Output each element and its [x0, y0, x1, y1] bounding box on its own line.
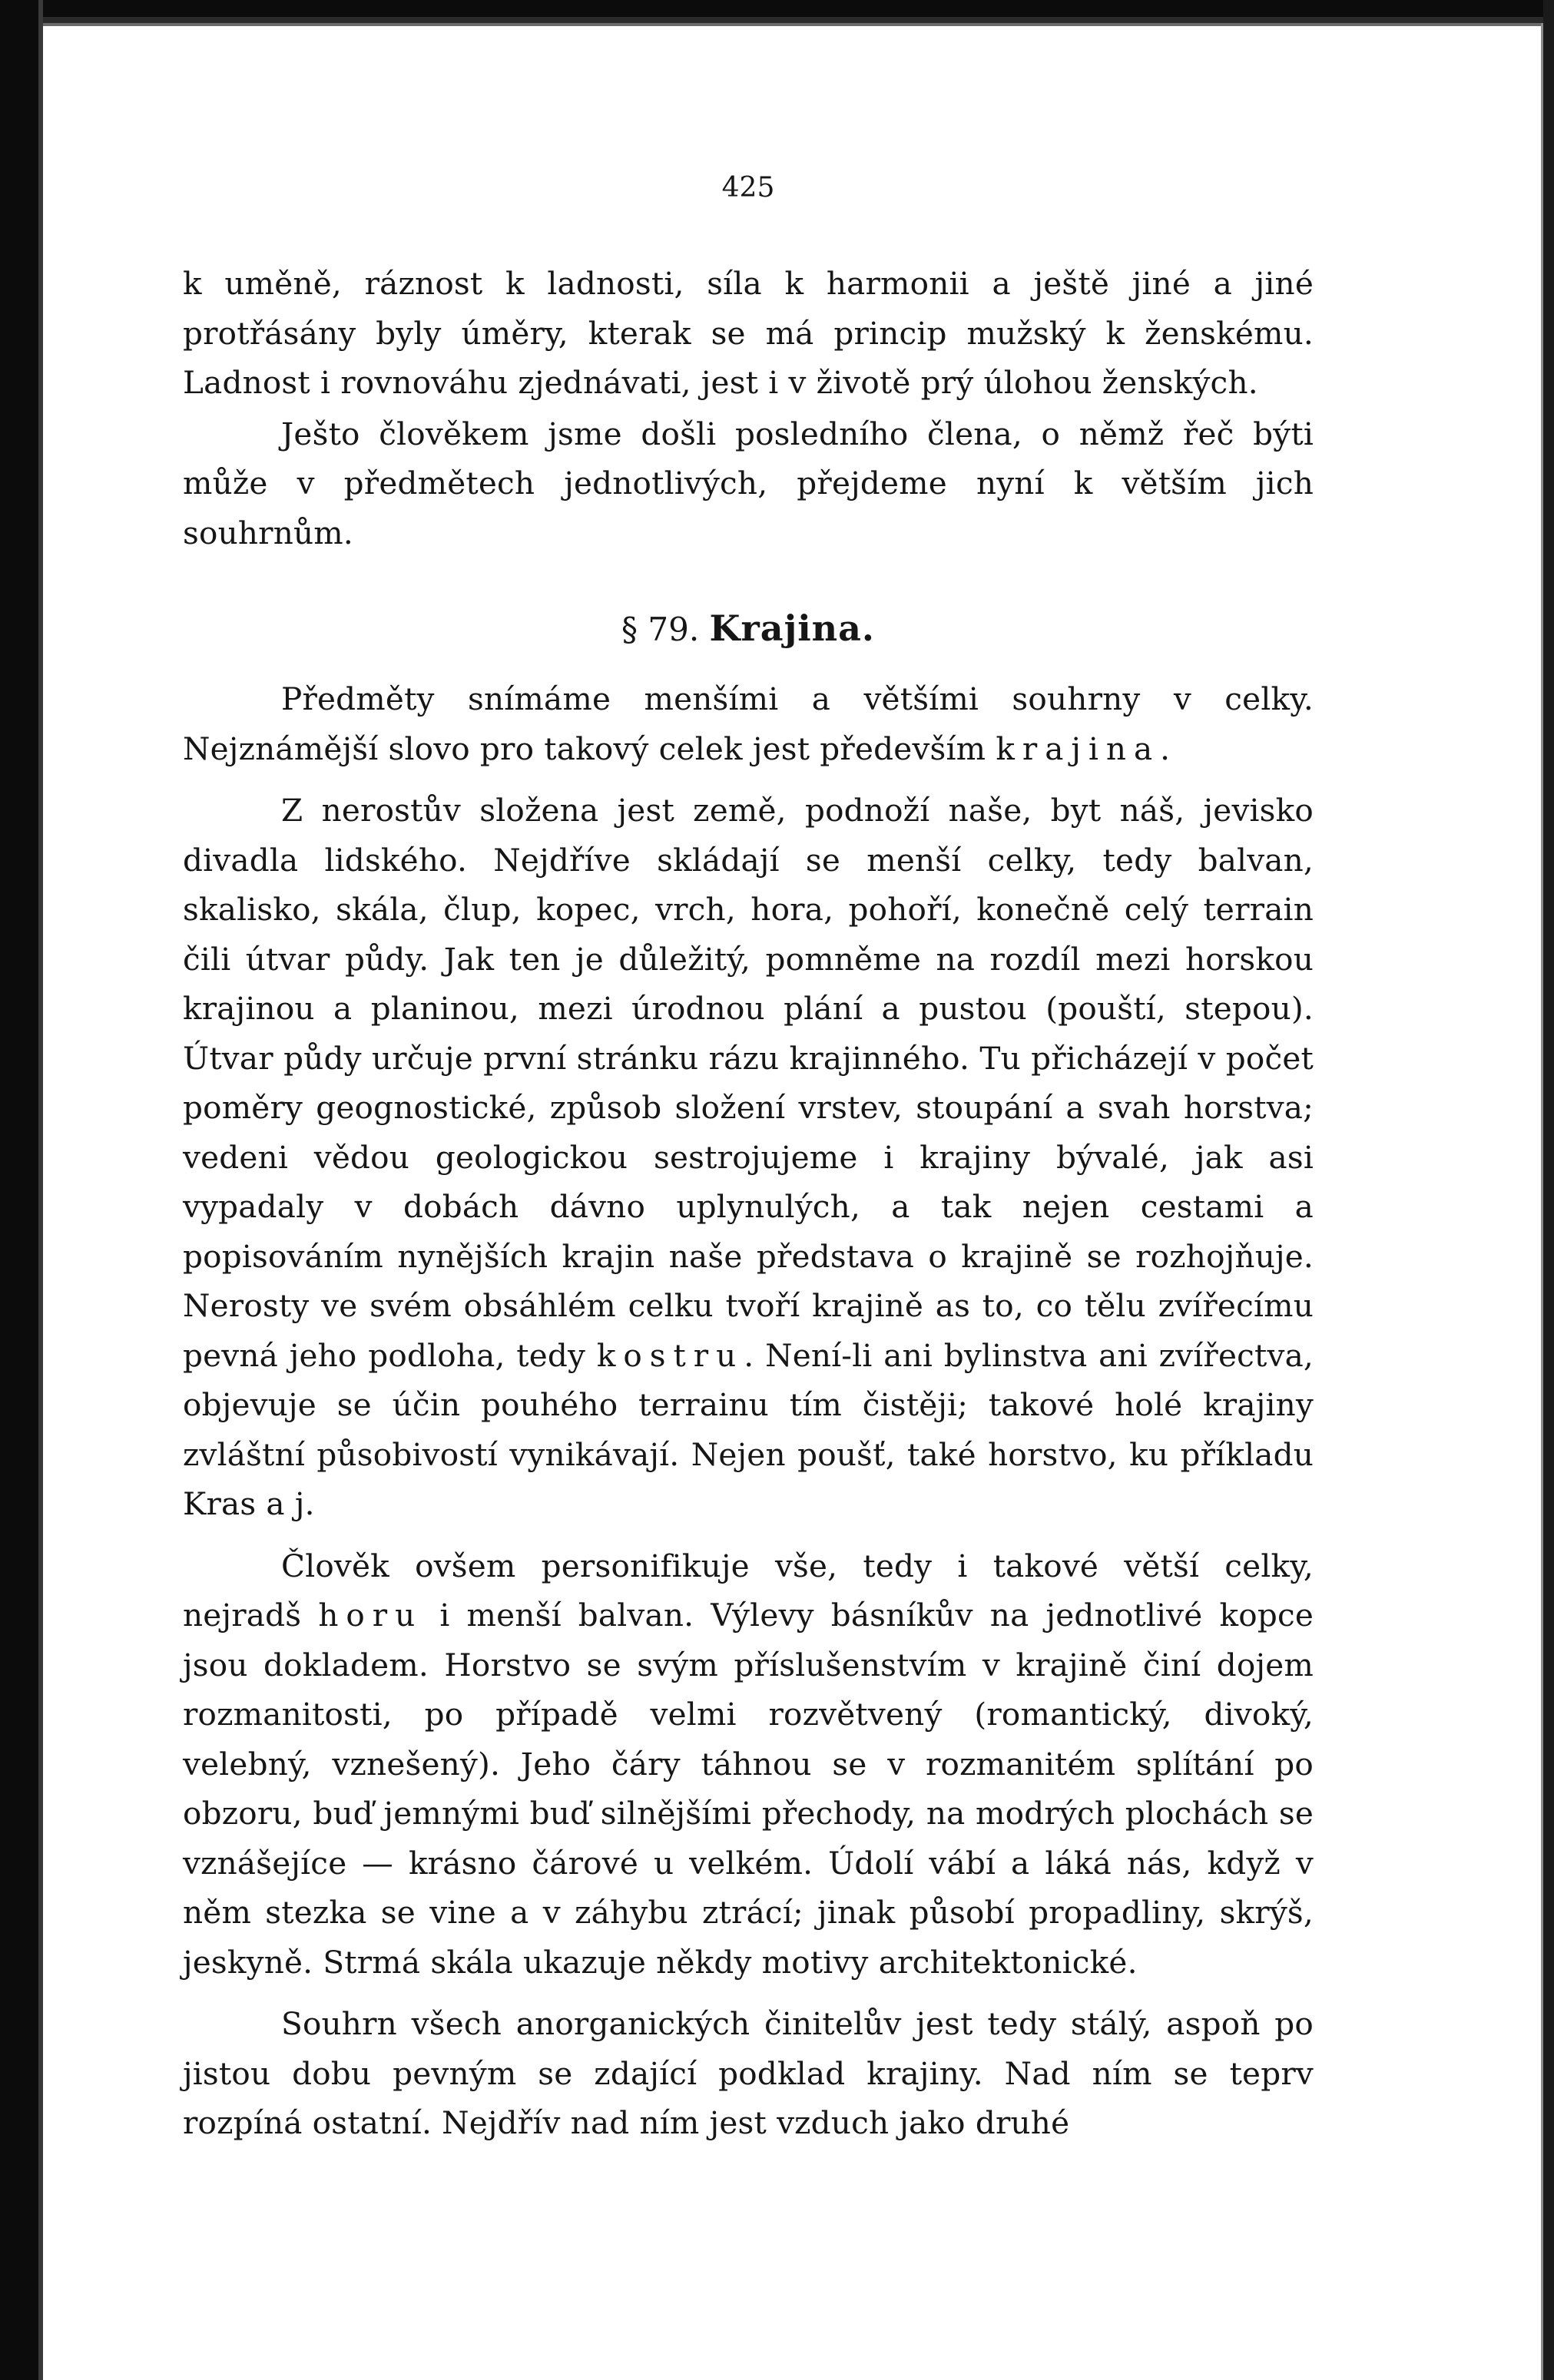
section-number: 79.	[648, 611, 700, 648]
text-run: Člověk ovšem personifikuje vše, tedy i takové větší celky, nejradš	[183, 1547, 1314, 1634]
text-run: i menší balvan. Výlevy básníkův na jednotlivé kopce jsou dokladem. Horstvo se svým příslušenstvím v krajině činí dojem rozmanitosti, po případě velmi rozvětvený (romantický, divoký, velebný, vznešený). Jeho čáry táhnou se v rozmanitém splítání po obzoru, buď jemnými buď silnějšími přechody, na modrých plochách se vznášejíce — krásno čárové u velkém. Údolí vábí a láká nás, když v něm stezka se vine a v záhybu ztrácí; jinak působí propadliny, skrýš, jeskyně. Strmá skála ukazuje někdy motivy architektonické.	[183, 1597, 1314, 1981]
text-run: Z nerostův složena jest země, podnoží naše, byt náš, jevisko divadla lidského. Nejdříve skládají se menší celky, tedy balvan, skalisko, skála, člup, kopec, vrch, hora, pohoří, konečně celý terrain čili útvar půdy. Jak ten je důležitý, pomněme na rozdíl mezi horskou krajinou a planinou, mezi úrodnou plání a pustou (pouští, stepou). Útvar půdy určuje první stránku rázu krajinného. Tu přicházejí v počet poměry geognostické, způsob složení vrstev, stoupání a svah horstva; vedeni vědou geologickou sestrojujeme i krajiny bývalé, jak asi vypadaly v dobách dávno uplynulých, a tak nejen cestami a popisováním nynějších krajin naše představa o krajině se rozhojňuje. Nerosty ve svém obsáhlém celku tvoří krajině as to, co tělu zvířecímu pevná jeho podloha, tedy	[183, 792, 1314, 1374]
emphasized-word: krajina	[996, 730, 1161, 767]
scan-border-right-line	[1541, 23, 1543, 2380]
paragraph-nerosty	[183, 786, 1314, 1529]
paragraph-transition: Ješto člověkem jsme došli posledního člena, o němž řeč býti může v předmětech jednotlivých, přejdeme nyní k větším jich souhrnům.	[183, 415, 1314, 551]
paragraph-continued: k uměně, ráznost k ladnosti, síla k harmonii a ještě jiné a jiné protřásány byly úměry, kterak se má princip mužský k ženskému. Ladnost i rovnováhu zjednávati, jest i v životě prý úlohou ženských.	[183, 265, 1314, 401]
text-run: Předměty snímáme menšími a většími souhrny v celky. Nejznámější slovo pro takový celek jest především	[183, 680, 1314, 767]
emphasized-word: kostru	[596, 1336, 744, 1374]
page-number: 425	[721, 172, 775, 204]
section-title: Krajina.	[709, 607, 875, 649]
scan-border-left-shadow	[38, 0, 43, 2380]
section-symbol: §	[621, 611, 638, 648]
paragraph-krajina-definition	[183, 674, 1314, 773]
text-run: .	[1160, 730, 1171, 767]
paragraph-clovek	[183, 1541, 1314, 1988]
scan-border-left	[0, 0, 38, 2380]
text-run: . Není-li ani bylinstva ani zvířectva, objevuje se účin pouhého terrainu tím čistěji; takové holé krajiny zvláštní působivostí vynikávají. Nejen poušť, také horstvo, ku příkladu Kras a j.	[183, 1336, 1314, 1522]
scan-border-top	[0, 0, 1554, 26]
book-page	[183, 173, 1314, 2148]
scan-border-right	[1543, 0, 1554, 2380]
emphasized-word: horu	[318, 1597, 423, 1634]
section-heading	[183, 604, 1314, 654]
paragraph-souhrn: Souhrn všech anorganických činitelův jest tedy stálý, aspoň po jistou dobu pevným se zdající podklad krajiny. Nad ním se teprv rozpíná ostatní. Nejdřív nad ním jest vzduch jako druhé	[183, 2005, 1314, 2141]
